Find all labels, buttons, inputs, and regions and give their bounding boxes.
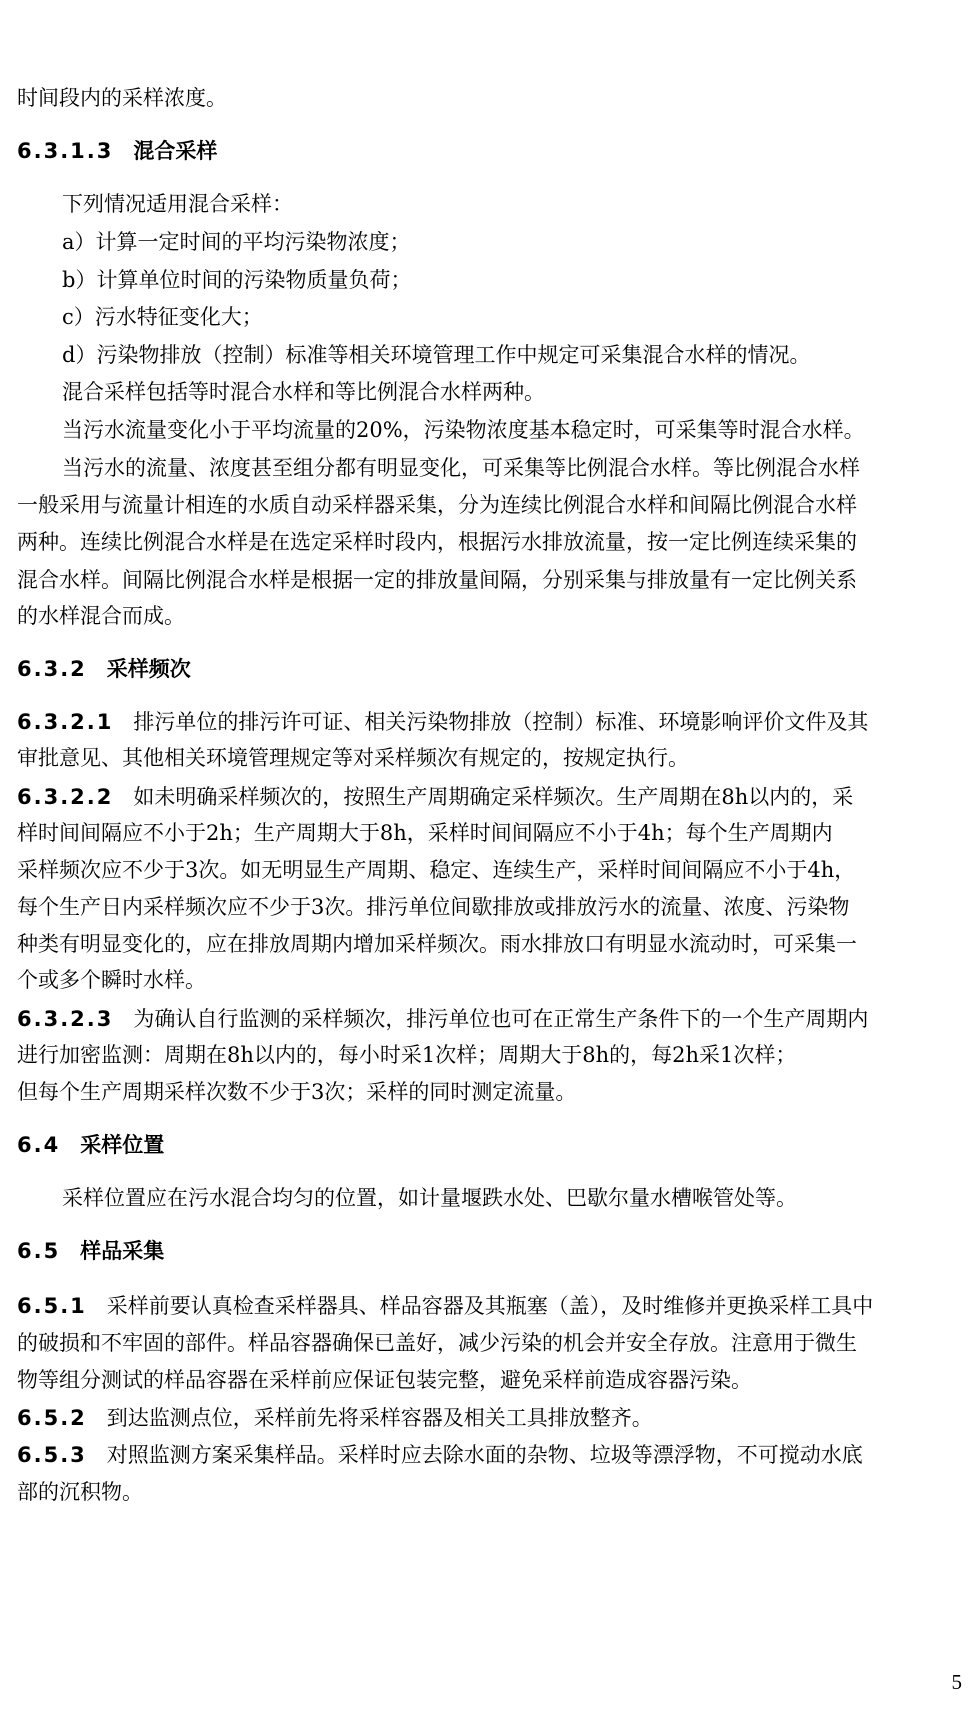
line-text: 的破损和不牢固的部件。样品容器确保已盖好，减少污染的机会并安全存放。注意用于微生 [17, 1331, 857, 1355]
line-text: 进行加密监测：周期在8h以内的，每小时采1次样；周期大于8h的，每2h采1次样； [17, 1043, 797, 1067]
clause-6-5-2 [17, 1398, 965, 1438]
text-line [17, 738, 965, 778]
line-text: 每个生产日内采样频次应不少于3次。排污单位间歇排放或排放污水的流量、浓度、污染物 [17, 895, 850, 919]
clause-6-3-2-3 [17, 999, 965, 1039]
clause-number: 6.3.2.3 [17, 1007, 114, 1031]
line-text: 当污水流量变化小于平均流量的20%，污染物浓度基本稳定时，可采集等时混合水样。 [62, 418, 865, 442]
heading-number: 6.5 [17, 1239, 61, 1263]
line-text: 时间段内的采样浓度。 [17, 86, 227, 110]
text-line [17, 1035, 965, 1075]
text-line [17, 1360, 965, 1400]
line-text: 个或多个瞬时水样。 [17, 968, 206, 992]
text-line [17, 522, 965, 562]
line-text: b）计算单位时间的污染物质量负荷； [62, 268, 412, 292]
line-text: 采样频次应不少于3次。如无明显生产周期、稳定、连续生产，采样时间间隔应不小于4h， [17, 858, 856, 882]
heading-number: 6.4 [17, 1133, 61, 1157]
line-text: 样时间间隔应不小于2h；生产周期大于8h，采样时间间隔应不小于4h；每个生产周期内 [17, 821, 833, 845]
line-text: 种类有明显变化的，应在排放周期内增加采样频次。雨水排放口有明显水流动时，可采集一 [17, 932, 857, 956]
line-text: 如未明确采样频次的，按照生产周期确定采样频次。生产周期在8h以内的，采 [133, 785, 854, 809]
clause-number: 6.3.2.1 [17, 710, 114, 734]
heading-title: 采样频次 [106, 657, 191, 681]
text-line [62, 448, 965, 488]
text-line [17, 1472, 965, 1512]
heading-number: 6.3.1.3 [17, 139, 114, 163]
text-line [17, 813, 965, 853]
text-line [17, 596, 965, 636]
heading-number: 6.3.2 [17, 657, 87, 681]
line-text: 混合采样包括等时混合水样和等比例混合水样两种。 [62, 380, 545, 404]
text-line [17, 1072, 965, 1112]
line-text: 的水样混合而成。 [17, 604, 185, 628]
clause-6-5-1 [17, 1286, 965, 1326]
line-text: 混合水样。间隔比例混合水样是根据一定的排放量间隔，分别采集与排放量有一定比例关系 [17, 568, 857, 592]
page-number: 5 [951, 1670, 962, 1694]
clause-number: 6.5.1 [17, 1294, 87, 1318]
section-heading-6-4 [17, 1125, 965, 1165]
line-text: a）计算一定时间的平均污染物浓度； [62, 230, 411, 254]
line-text: c）污水特征变化大； [62, 305, 263, 329]
line-text: 采样前要认真检查采样器具、样品容器及其瓶塞（盖），及时维修并更换采样工具中 [106, 1294, 874, 1318]
text-line [17, 850, 965, 890]
line-text: 为确认自行监测的采样频次，排污单位也可在正常生产条件下的一个生产周期内 [133, 1007, 869, 1031]
heading-title: 样品采集 [80, 1239, 165, 1263]
line-text: 当污水的流量、浓度甚至组分都有明显变化，可采集等比例混合水样。等比例混合水样 [62, 456, 860, 480]
line-text: 排污单位的排污许可证、相关污染物排放（控制）标准、环境影响评价文件及其 [133, 710, 869, 734]
list-item [62, 222, 965, 262]
line-text: 部的沉积物。 [17, 1480, 143, 1504]
clause-number: 6.5.3 [17, 1443, 87, 1467]
section-heading-6-5 [17, 1231, 965, 1271]
text-line [17, 78, 965, 118]
clause-6-3-2-2 [17, 777, 965, 817]
text-line [62, 372, 965, 412]
heading-title: 采样位置 [80, 1133, 165, 1157]
list-item [62, 335, 965, 375]
line-text: 但每个生产周期采样次数不少于3次；采样的同时测定流量。 [17, 1080, 577, 1104]
list-item [62, 297, 965, 337]
line-text: 两种。连续比例混合水样是在选定采样时段内，根据污水排放流量，按一定比例连续采集的 [17, 530, 857, 554]
text-line [17, 560, 965, 600]
section-heading-6-3-2 [17, 649, 965, 689]
clause-number: 6.5.2 [17, 1406, 87, 1430]
line-text: 一般采用与流量计相连的水质自动采样器采集，分为连续比例混合水样和间隔比例混合水样 [17, 493, 857, 517]
line-text: 审批意见、其他相关环境管理规定等对采样频次有规定的，按规定执行。 [17, 746, 689, 770]
clause-6-3-2-1 [17, 702, 965, 742]
text-line [62, 1178, 965, 1218]
line-text: 下列情况适用混合采样： [62, 192, 293, 216]
text-line [17, 887, 965, 927]
text-line [62, 410, 965, 450]
text-line [62, 184, 965, 224]
line-text: 对照监测方案采集样品。采样时应去除水面的杂物、垃圾等漂浮物，不可搅动水底 [106, 1443, 863, 1467]
section-heading-6-3-1-3 [17, 131, 965, 171]
list-item [62, 260, 965, 300]
clause-6-5-3 [17, 1435, 965, 1475]
text-line [17, 960, 965, 1000]
clause-number: 6.3.2.2 [17, 785, 114, 809]
text-line [17, 1323, 965, 1363]
text-line [17, 485, 965, 525]
line-text: d）污染物排放（控制）标准等相关环境管理工作中规定可采集混合水样的情况。 [62, 343, 811, 367]
text-line [17, 924, 965, 964]
heading-title: 混合采样 [133, 139, 218, 163]
line-text: 采样位置应在污水混合均匀的位置，如计量堰跌水处、巴歇尔量水槽喉管处等。 [62, 1186, 797, 1210]
line-text: 到达监测点位，采样前先将采样容器及相关工具排放整齐。 [106, 1406, 653, 1430]
line-text: 物等组分测试的样品容器在采样前应保证包装完整，避免采样前造成容器污染。 [17, 1368, 752, 1392]
